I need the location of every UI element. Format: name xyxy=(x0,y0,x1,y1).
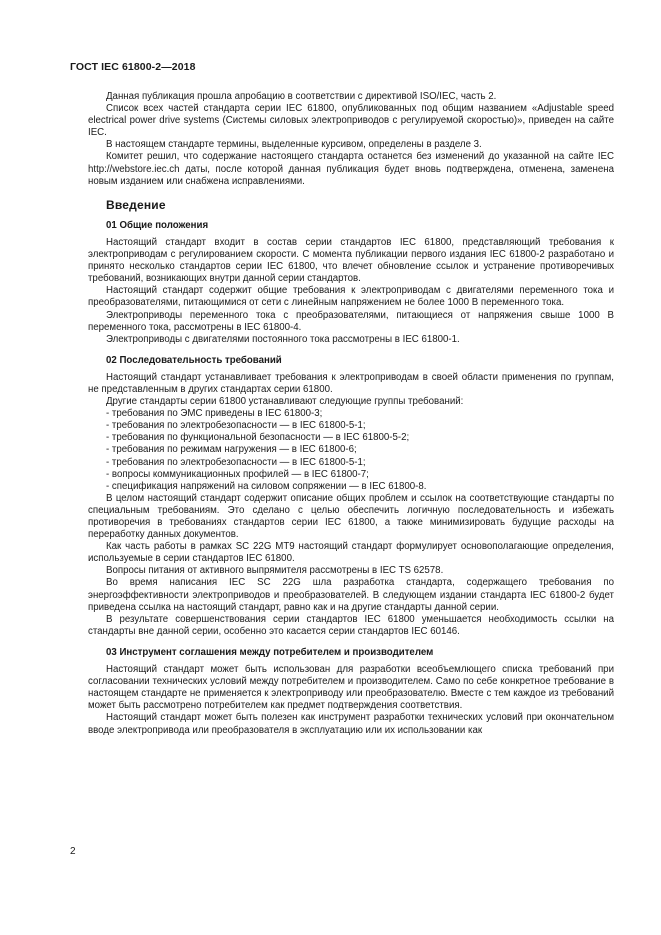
s02-paragraph-6: Во время написания IEC SC 22G шла разработка стандарта, содержащего требования по энергоэффективности электроприводов и преобразователей. В следующем издании стандарта IEC 61800-2 будет приведена ссылка на настоящий стандарт, равно как и на другие стандарты данной серии. xyxy=(88,577,614,613)
s01-paragraph-1: Настоящий стандарт входит в состав серии стандартов IEC 61800, представляющий требования к электроприводам с регулированием скорости. С момента публикации первого издания IEC 61800-2 разработано и принято несколько стандартов серии IEC 61800, что влечет обновление ссылок и устранение противоречивых требований, возникающих внутри данной серии стандартов. xyxy=(88,236,614,285)
intro-paragraph-3: В настоящем стандарте термины, выделенные курсивом, определены в разделе 3. xyxy=(106,139,482,151)
s01-paragraph-2: Настоящий стандарт содержит общие требования к электроприводам с двигателями переменного тока и преобразователями, питающимися от сети с линейным напряжением не более 1000 В переменного тока. xyxy=(88,285,614,309)
document-header: ГОСТ IEC 61800-2—2018 xyxy=(70,61,196,73)
s02-paragraph-1: Настоящий стандарт устанавливает требования к электроприводам в своей области применения по группам, не представленным в других стандартах серии 61800. xyxy=(88,371,614,395)
document-body xyxy=(88,91,614,737)
s03-paragraph-2: Настоящий стандарт может быть полезен как инструмент разработки технических условий при окончательном вводе электропривода или преобразователя в эксплуатацию или их использовании как xyxy=(88,712,614,736)
s01-paragraph-4: Электроприводы с двигателями постоянного тока рассмотрены в IEC 61800-1. xyxy=(106,333,460,345)
intro-paragraph-2: Список всех частей стандарта серии IEC 61800, опубликованных под общим названием «Adjustable speed electrical power drive systems (Системы силовых электроприводов с регулируемой скоростью)», приведен на сайте IEC. xyxy=(88,103,614,139)
s02-list-item: - требования по электробезопасности — в IEC 61800-5-1; xyxy=(106,456,366,468)
intro-paragraph-1: Данная публикация прошла апробацию в соответствии с директивой ISO/IEC, часть 2. xyxy=(106,91,497,102)
section-03-heading: 03 Инструмент соглашения между потребителем и производителем xyxy=(106,646,434,658)
s02-paragraph-5: Вопросы питания от активного выпрямителя рассмотрены в IEC TS 62578. xyxy=(106,565,444,577)
s02-list-item: - требования по электробезопасности — в IEC 61800-5-1; xyxy=(106,420,366,432)
section-02-heading: 02 Последовательность требований xyxy=(106,354,282,366)
section-01-heading: 01 Общие положения xyxy=(106,219,209,231)
intro-paragraph-4: Комитет решил, что содержание настоящего стандарта останется без изменений до указанной на сайте IEC http://webstore.iec.ch даты, после которой данная публикация будет вновь подтверждена, отменена, заменена новым изданием или снабжена исправлениями. xyxy=(88,151,614,187)
s02-paragraph-2: Другие стандарты серии 61800 устанавливают следующие группы требований: xyxy=(106,396,464,408)
s02-list-item: - требования по функциональной безопасности — в IEC 61800-5-2; xyxy=(106,432,410,444)
introduction-heading: Введение xyxy=(106,197,166,212)
s02-list-item: - вопросы коммуникационных профилей — в IEC 61800-7; xyxy=(106,468,369,480)
s02-paragraph-4: Как часть работы в рамках SC 22G MT9 настоящий стандарт формулирует основополагающие определения, используемые в серии стандартов IEC 61800. xyxy=(88,541,614,565)
s03-paragraph-1: Настоящий стандарт может быть использован для разработки всеобъемлющего списка требований при согласовании технических условий между потребителем и производителем. Само по себе конкретное требование в настоящем стандарте не применяется к электроприводу или преобразователю. Вместе с тем каждое из требований может быть рассмотрено потребителем как предмет подтверждения соответствия. xyxy=(88,664,614,712)
page-number: 2 xyxy=(70,846,76,857)
s01-paragraph-3: Электроприводы переменного тока с преобразователями, питающиеся от напряжения свыше 1000 В переменного тока, рассмотрены в IEC 61800-4. xyxy=(88,309,614,333)
s02-list-item: - спецификация напряжений на силовом сопряжении — в IEC 61800-8. xyxy=(106,480,427,492)
s02-paragraph-7: В результате совершенствования серии стандартов IEC 61800 уменьшается необходимость ссылки на стандарты вне данной серии, особенно это касается серии стандартов IEC 60146. xyxy=(88,613,614,637)
s02-list-item: - требования по режимам нагружения — в IEC 61800-6; xyxy=(106,444,357,456)
s02-list-item: - требования по ЭМС приведены в IEC 61800-3; xyxy=(106,408,323,420)
s02-paragraph-3: В целом настоящий стандарт содержит описание общих проблем и ссылок на соответствующие стандарты по специальным требованиям. Это сделано с целью обеспечить логичную последовательность и избежать противоречия в требованиях стандартов серии IEC 61800, а также минимизировать будущие расходы на переработку данных документов. xyxy=(88,492,614,541)
